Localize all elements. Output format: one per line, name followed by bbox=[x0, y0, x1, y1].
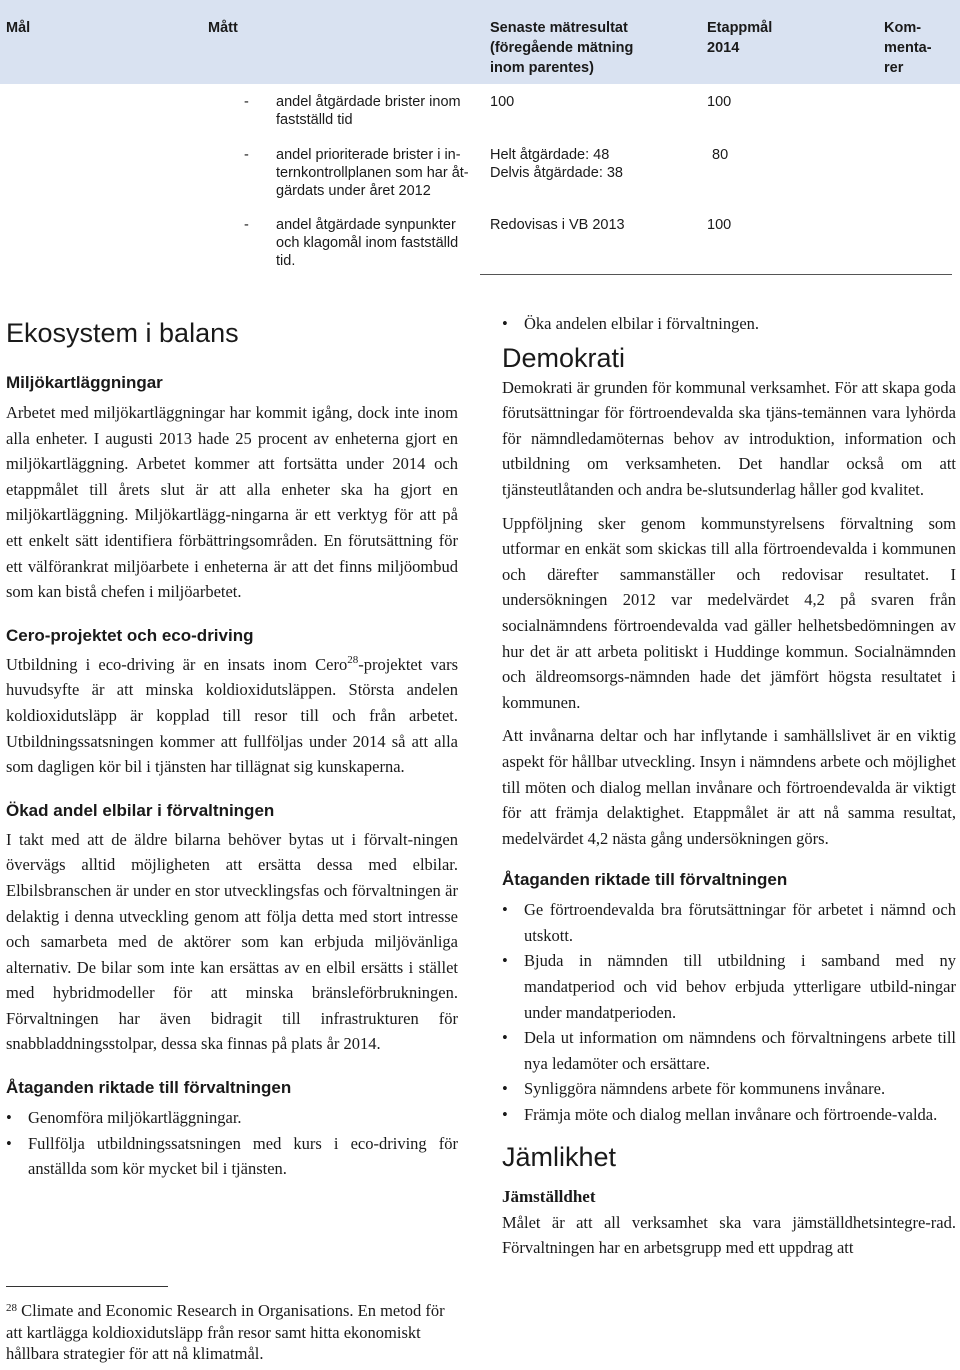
table-cell-etappmal: 100 bbox=[707, 94, 732, 110]
paragraph-elbilar: I takt med att de äldre bilarna behöver bytas ut i förvalt-ningen övervägs alltid möjligheten att ersätta dessa med elbilar. Elbilsbranschen är under en stor utvecklingsfas och förvaltningen är delaktig i denna utveckling genom att följa detta med stort intresse och samarbeta med de aktörer som kan erbjuda miljövänliga alternativ. De bilar som inte kan ersättas av en elbil ersätts i stället med hybridmodeller för att minska bränsleförbrukningen. Förvaltningen har även bidragit till infrastrukturen för snabbladdningsstolpar, dessa ska finnas på plats år 2014. bbox=[6, 829, 458, 1054]
heading-ataganden-left: Åtaganden riktade till förvaltningen bbox=[6, 1078, 292, 1098]
heading-cero: Cero-projektet och eco-driving bbox=[6, 625, 254, 645]
list-item: • Genomföra miljökartläggningar. bbox=[6, 1105, 458, 1131]
paragraph-cero: Utbildning i eco-driving är en insats inom Cero$^{28}$-projektet vars huvudsyfte är att minska koldioxidutsläppen. Största andelen koldioxidutsläpp är kopplad till resor till och från arbetet. Utbildningssatsningen kommer att fullföljas under 2014 så att alla som dagligen kör bil i tjänsten har tillägnat sig kunskaperna. bbox=[6, 653, 458, 777]
paragraph-miljokartlaggningar: Arbetet med miljökartläggningar har kommit igång, dock inte inom alla enheter. I augusti 2013 hade 25 procent av enheterna gjort en miljökartläggning. Arbetet kommer att fortsätta under 2014 och etappmålet till årets slut är att alla enheter ska ha gjort en miljökartläggning. Miljökartlägg-ningarna är ett verktyg för att på ett enkelt sätt identifiera förbättringsområden. En förutsättning för ett välförankrat miljöarbete i enheterna är att det finns miljöombud som kan bistå chefen i miljöarbetet. bbox=[6, 403, 458, 602]
list-item: • Öka andelen elbilar i förvaltningen. bbox=[502, 311, 956, 337]
heading-miljokartlaggningar: Miljökartläggningar bbox=[6, 373, 163, 392]
heading-ataganden-right: Åtaganden riktade till förvaltningen bbox=[502, 870, 788, 890]
list-item: • Dela ut information om nämndens och förvaltningens arbete till nya ledamöter och ersättare. bbox=[502, 1025, 956, 1076]
heading-elbilar: Ökad andel elbilar i förvaltningen bbox=[6, 800, 275, 820]
table-cell-senaste: Redovisas i VB 2013 bbox=[490, 217, 625, 233]
section-title-demokrati: Demokrati bbox=[502, 342, 626, 373]
list-item: • Ge förtroendevalda bra förutsättningar för arbetet i nämnd och utskott. bbox=[502, 897, 956, 948]
table-cell-matt: andel åtgärdade synpunkter och klagomål inom fastställd tid. bbox=[276, 217, 459, 269]
table-cell-matt: andel åtgärdade brister inom fastställd tid bbox=[276, 94, 461, 128]
footnote-number: 28 bbox=[6, 1302, 17, 1314]
table-cell-matt: andel prioriterade brister i in-ternkontrollplanen som har åt-gärdats under året 2012 bbox=[276, 147, 469, 199]
paragraph-demokrati-3: Att invånarna deltar och har inflytande i samhällslivet är en viktig aspekt för hållbar utveckling. Insyn i nämndens arbete och möjlighet till möten och dialog mellan invånare och förtroendevalda är viktigt för att främja delaktighet. Etappmålet är att nå samma resultat, medelvärdet 4,2 nästa gång undersökningen görs. bbox=[502, 726, 956, 848]
list-item: • Fullfölja utbildningssatsningen med kurs i eco-driving för anställda som kör mycket bil i tjänsten. bbox=[6, 1131, 458, 1182]
table-cell-senaste: 100 bbox=[490, 94, 515, 110]
paragraph-demokrati-2: Uppföljning sker genom kommunstyrelsens förvaltning som utformar en enkät som skickas till alla förtroendevalda i kommunen och därefter sammanställer och redovisar resultatet. I undersökningen 2012 var medelvärdet 4,2 på svaren från socialnämndens förtroendevalda vad gäller helhetsbedömningen av hur det är att arbeta politiskt i Huddinge kommun. Socialnämnden och äldreomsorgs-nämnden hade det jämfört högsta resultatet i kommunen. bbox=[502, 513, 956, 712]
heading-jamstalldhet: Jämställdhet bbox=[502, 1186, 596, 1206]
commitments-list-left bbox=[6, 1105, 458, 1182]
header-matt: Mått bbox=[208, 20, 238, 36]
left-column bbox=[6, 316, 458, 1182]
table-cell-etappmal: 100 bbox=[707, 217, 732, 233]
header-etappmal: Etappmål 2014 bbox=[707, 20, 773, 56]
top-bullet-list bbox=[502, 311, 956, 337]
commitments-list-right bbox=[502, 897, 956, 1127]
paragraph-demokrati-1: Demokrati är grunden för kommunal verksamhet. För att skapa goda förutsättningar för förtroendevalda ska tjäns-temännen vara lyhörda för nämndledamöternas behov av introduktion, information och utbildning om verksamheten. Det handlar också om att tjänsteutlåtanden och andra be-slutsunderlag håller god kvalitet. bbox=[502, 377, 956, 499]
row-dash: - bbox=[244, 147, 249, 163]
section-title-jamlikhet: Jämlikhet bbox=[502, 1141, 617, 1172]
footnote: $^{28}$ Climate and Economic Research in Organisations. En metod för att kartlägga koldioxidutsläpp från resor samt hitta ekonomiskt hållbara strategier för att nå klimatmål. bbox=[6, 1301, 445, 1363]
table-bottom-rule bbox=[480, 274, 952, 275]
footnote-separator bbox=[6, 1286, 168, 1287]
section-title-ekosystem: Ekosystem i balans bbox=[6, 318, 239, 348]
header-kommentarer: Kom-menta-rer bbox=[884, 20, 932, 76]
list-item: • Synliggöra nämndens arbete för kommunens invånare. bbox=[502, 1076, 956, 1102]
header-senaste: Senaste mätresultat (föregående mätning inom parentes) bbox=[490, 20, 634, 76]
right-column bbox=[502, 311, 956, 1261]
header-mal: Mål bbox=[6, 20, 31, 36]
row-dash: - bbox=[244, 94, 249, 110]
row-dash: - bbox=[244, 217, 249, 233]
table-cell-etappmal: 80 bbox=[712, 147, 729, 163]
table-cell-senaste: Helt åtgärdade: 48 Delvis åtgärdade: 38 bbox=[490, 147, 623, 181]
table-header bbox=[0, 0, 960, 84]
paragraph-jamstalldhet: Målet är att all verksamhet ska vara jämställdhetsintegre-rad. Förvaltningen har en arbetsgrupp med ett uppdrag att bbox=[502, 1212, 956, 1258]
list-item: • Främja möte och dialog mellan invånare och förtroende-valda. bbox=[502, 1102, 956, 1128]
footnote-ref[interactable]: 28 bbox=[347, 653, 359, 666]
list-item: • Bjuda in nämnden till utbildning i samband med ny mandatperiod och vid behov erbjuda ytterligare utbild-ningar under mandatperioden. bbox=[502, 948, 956, 1025]
